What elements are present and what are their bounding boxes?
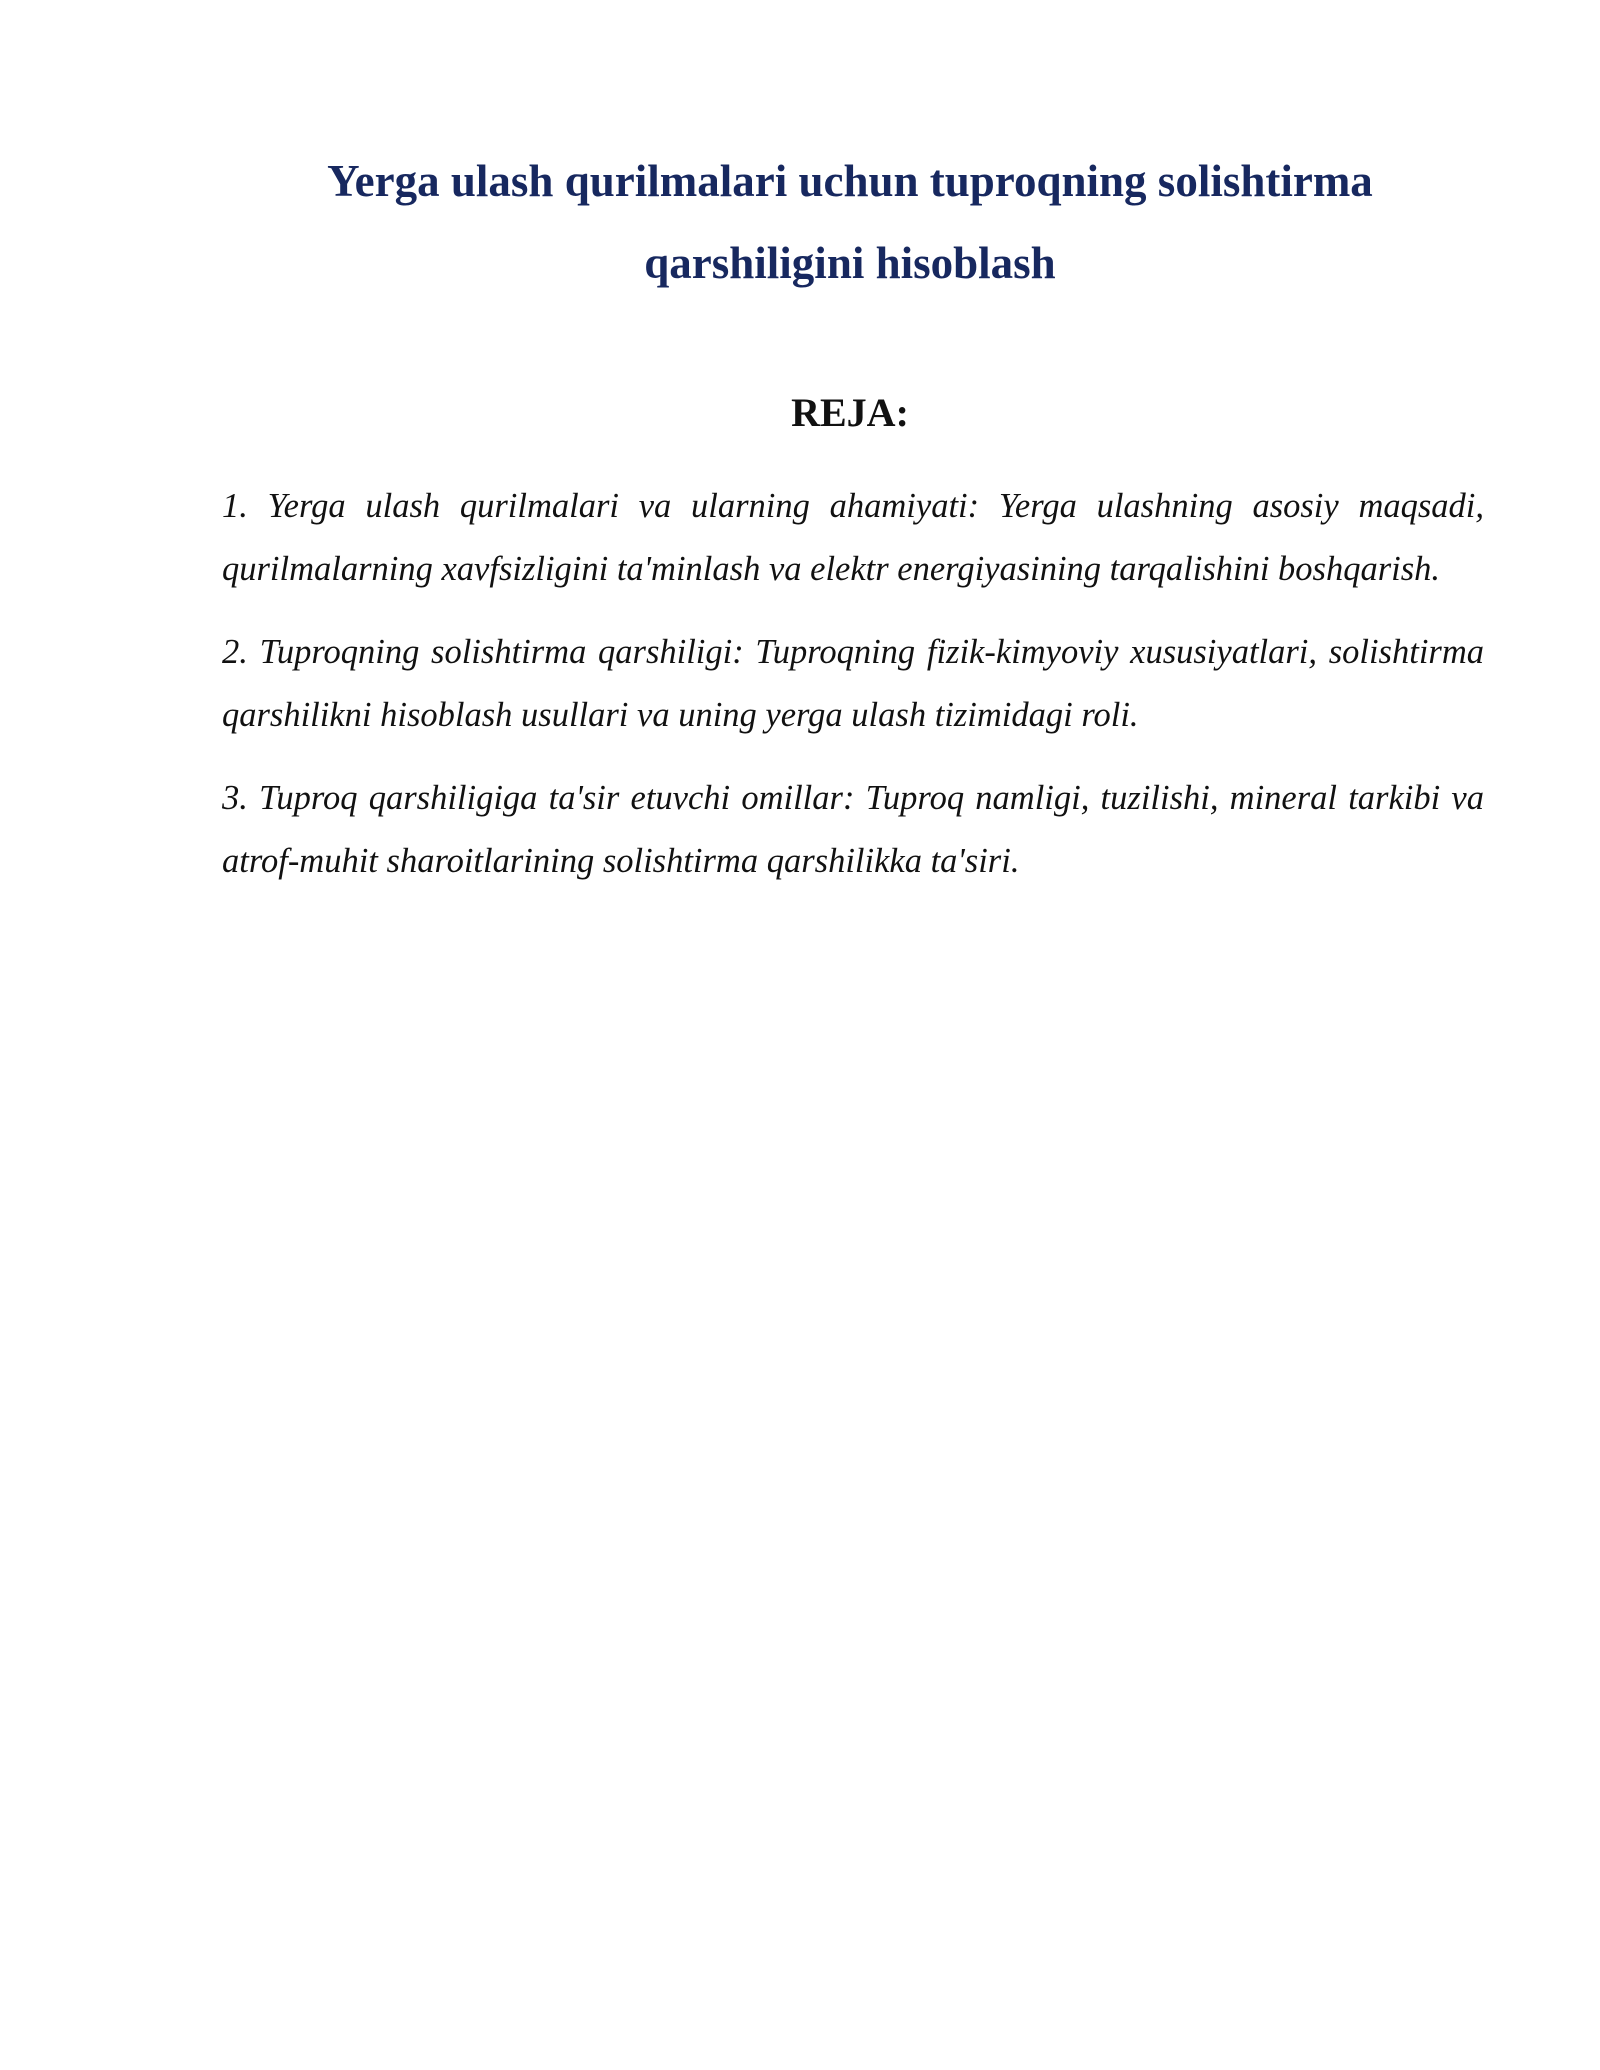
document-title: Yerga ulash qurilmalari uchun tuproqning solishtirma qarshiligini hisoblash bbox=[327, 156, 1373, 288]
plan-item-2: 2. Tuproqning solishtirma qarshiligi: Tuproqning fizik-kimyoviy xususiyatlari, solishtirma qarshilikni hisoblash usullari va uning yerga ulash tizimidagi roli. bbox=[222, 633, 1484, 734]
plan-heading: REJA: bbox=[791, 390, 909, 435]
plan-item-1: 1. Yerga ulash qurilmalari va ularning ahamiyati: Yerga ulashning asosiy maqsadi, qurilmalarning xavfsizligini ta'minlash va elektr energiyasining tarqalishini boshqarish. bbox=[222, 487, 1484, 588]
plan-item-3: 3. Tuproq qarshiligiga ta'sir etuvchi omillar: Tuproq namligi, tuzilishi, mineral tarkibi va atrof-muhit sharoitlarining solishtirma qarshilikka ta'siri. bbox=[222, 779, 1484, 880]
plan-list bbox=[222, 475, 1484, 913]
